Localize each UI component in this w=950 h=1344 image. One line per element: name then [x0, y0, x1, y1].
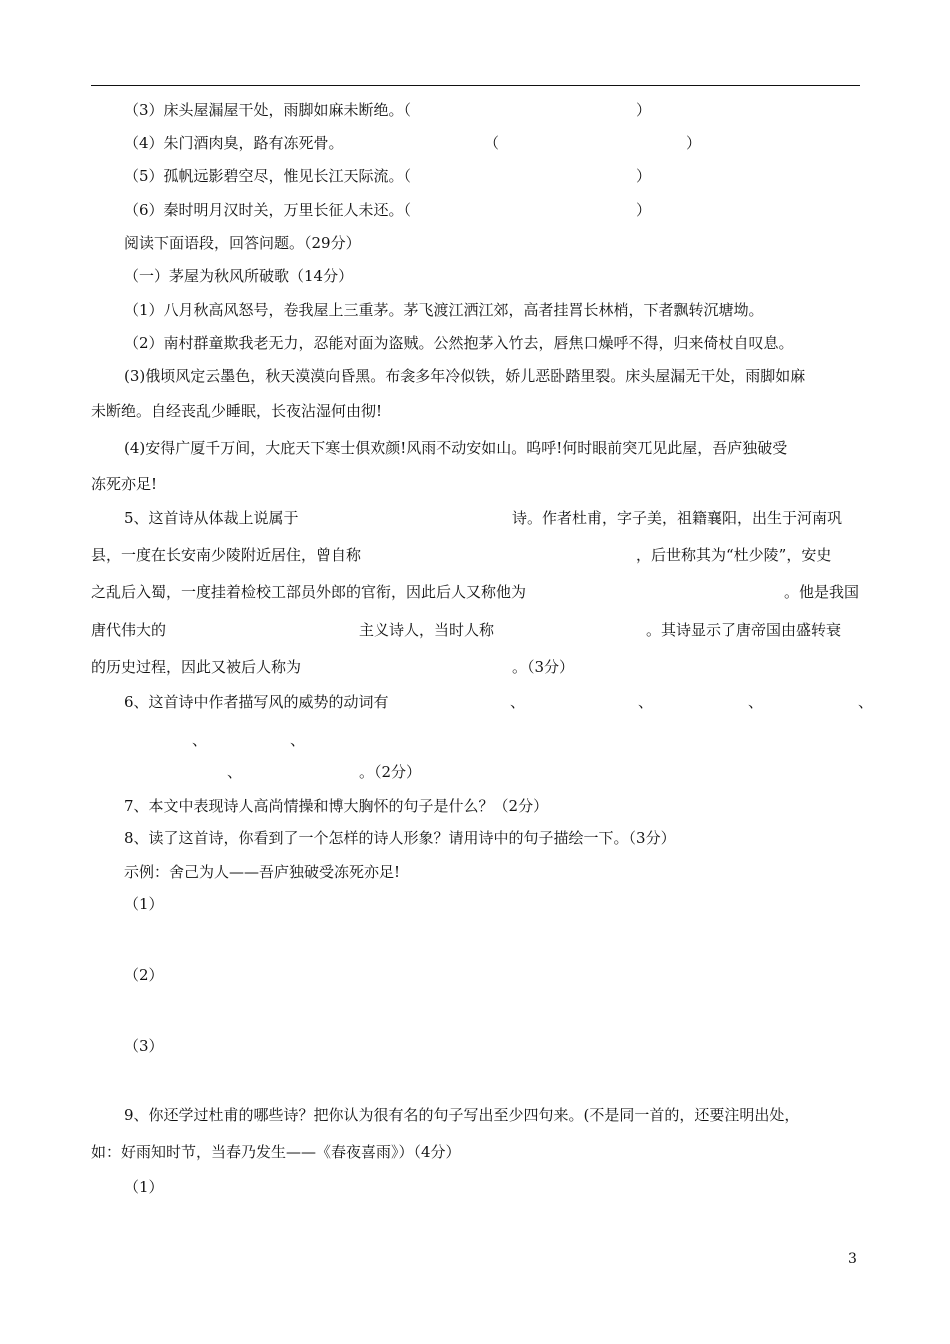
- q8-text: 8、读了这首诗，你看到了一个怎样的诗人形象？请用诗中的句子描绘一下。（3分）: [124, 829, 676, 847]
- q6-end: 。（2分）: [359, 763, 422, 781]
- page-number: 3: [848, 1251, 857, 1267]
- q6-separator: 、: [638, 693, 654, 711]
- poem-stanza-3-line-2: 未断绝。自经丧乱少睡眠，长夜沾湿何由彻!: [91, 402, 383, 420]
- match-item-4-open: （: [484, 134, 500, 152]
- match-item-6-close: ）: [636, 201, 652, 219]
- poem-stanza-3-line-1: (3)俄顷风定云墨色，秋天漠漠向昏黑。布衾多年冷似铁，娇儿恶卧踏里裂。床头屋漏无干处，雨脚如麻: [124, 367, 806, 385]
- match-item-5: [124, 166, 411, 186]
- q8-answer-2: （2）: [124, 966, 164, 984]
- q6-separator: 、: [748, 693, 764, 711]
- q6-separator: 、: [290, 731, 306, 749]
- q8-answer-1: （1）: [124, 895, 164, 913]
- match-item-5-text: （5）孤帆远影碧空尽，惟见长江天际流。（: [124, 167, 412, 185]
- q6-separator: 、: [510, 693, 526, 711]
- q5-line-2b: ，后世称其为“杜少陵”，安史: [636, 546, 832, 564]
- poem-stanza-4-line-1: (4)安得广厦千万间，大庇天下寒士俱欢颜!风雨不动安如山。呜呼!何时眼前突兀见此屋，吾庐独破受: [124, 439, 788, 457]
- match-item-5-close: ）: [636, 167, 652, 185]
- q9-line-2: 如：好雨知时节，当春乃发生——《春夜喜雨》）（4分）: [91, 1143, 461, 1161]
- poem-stanza-2: （2）南村群童欺我老无力，忍能对面为盗贼。公然抱茅入竹去，唇焦口燥呼不得，归来倚杖自叹息。: [124, 334, 794, 352]
- q6-separator: 、: [227, 763, 243, 781]
- q9-answer-1: （1）: [124, 1178, 164, 1196]
- q5-line-5b: 。（3分）: [512, 658, 575, 676]
- q6-separator: 、: [192, 731, 208, 749]
- q5-line-3a: 之乱后入蜀，一度挂着检校工部员外郎的官衔，因此后人又称他为: [91, 583, 527, 601]
- q6-separator: 、: [858, 693, 874, 711]
- match-item-4-close: ）: [686, 134, 702, 152]
- header-rule: [91, 85, 860, 86]
- q5-line-2a: 县，一度在长安南少陵附近居住，曾自称: [91, 546, 362, 564]
- poem-stanza-4-line-2: 冻死亦足!: [91, 475, 158, 493]
- q8-example: 示例：舍己为人——吾庐独破受冻死亦足!: [124, 863, 401, 881]
- reading-intro: 阅读下面语段，回答问题。（29分）: [124, 234, 361, 252]
- poem-stanza-1: （1）八月秋高风怒号，卷我屋上三重茅。茅飞渡江洒江郊，高者挂罥长林梢，下者飘转沉塘坳。: [124, 301, 764, 319]
- q7-text: 7、本文中表现诗人高尚情操和博大胸怀的句子是什么？（2分）: [124, 797, 549, 815]
- q5-line-1a: 5、这首诗从体裁上说属于: [124, 509, 299, 527]
- match-item-3: [124, 100, 411, 120]
- q5-line-1b: 诗。作者杜甫，字子美，祖籍襄阳，出生于河南巩: [512, 509, 843, 527]
- q5-line-5a: 的历史过程，因此又被后人称为: [91, 658, 302, 676]
- q6-text: 6、这首诗中作者描写风的威势的动词有: [124, 693, 389, 711]
- q9-line-1: 9、你还学过杜甫的哪些诗？把你认为很有名的句子写出至少四句来。(不是同一首的，还要注明出处，: [124, 1106, 800, 1124]
- q5-line-4b: 主义诗人，当时人称: [359, 621, 495, 639]
- match-item-6-text: （6）秦时明月汉时关，万里长征人未还。（: [124, 201, 412, 219]
- match-item-3-text: （3）床头屋漏屋干处，雨脚如麻未断绝。（: [124, 101, 412, 119]
- q5-line-3b: 。他是我国: [784, 583, 860, 601]
- q8-answer-3: （3）: [124, 1037, 164, 1055]
- match-item-3-close: ）: [636, 101, 652, 119]
- poem-title: （一）茅屋为秋风所破歌（14分）: [124, 267, 354, 285]
- match-item-4: [124, 133, 344, 153]
- match-item-6: [124, 200, 411, 220]
- q5-line-4a: 唐代伟大的: [91, 621, 167, 639]
- match-item-4-text: （4）朱门酒肉臭，路有冻死骨。: [124, 134, 344, 152]
- q5-line-4c: 。其诗显示了唐帝国由盛转衰: [646, 621, 842, 639]
